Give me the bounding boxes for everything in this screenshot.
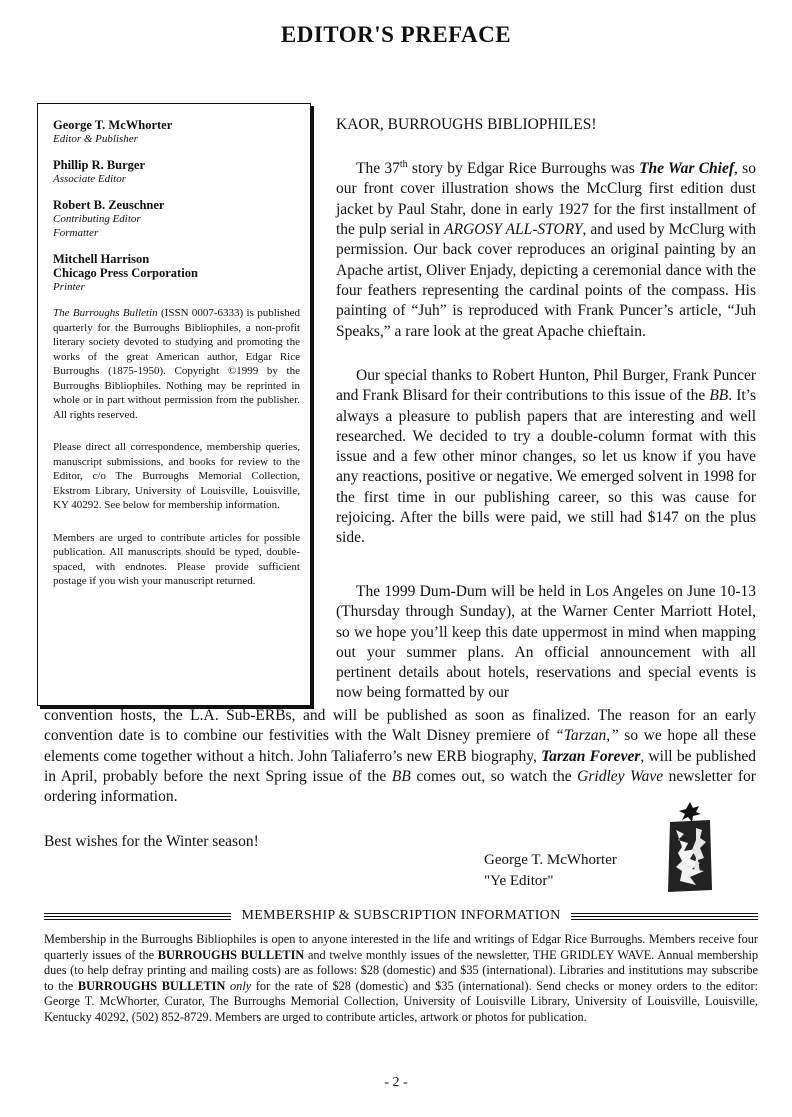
staff-name: Robert B. Zeuschner (53, 198, 165, 212)
text-run: and twelve monthly issues of the newsletter, THE GRIDLEY WAVE. Annual membership dues (to help defray printing and mailing costs) are as follows: $28 (domestic) and $35 (international). Libraries and institutions may subscribe to the (44, 947, 759, 993)
text-run: so we hope all these elements come together without a hitch. John Taliaferro’s new ERB biography, (44, 727, 757, 765)
text-run: , so our front cover illustration shows the McClurg first edition dust jacket by Paul Stahr, done in early 1927 for the first installment of the pulp serial in (336, 160, 756, 239)
staff-role: Formatter (53, 227, 99, 239)
signature-name: George T. McWhorter (484, 852, 617, 868)
closing-line: Best wishes for the Winter season! (44, 833, 259, 850)
bb-abbrev: BB (391, 767, 411, 785)
text-run: newsletter for ordering information. (44, 767, 756, 806)
correspondence-notice: Please direct all correspondence, membership queries, manuscript submissions, and books for review to the Editor, c/o The Burroughs Memorial Collection, Ekstrom Library, University of Louisville, Louisville, KY 40292. See below for membership information. (53, 441, 300, 511)
page-number: - 2 - (384, 1075, 408, 1090)
membership-heading (44, 908, 758, 924)
newsletter-title: Gridley Wave (577, 767, 664, 785)
text-run: , and used by McClurg with permission. Our back cover reproduces an original painting by an Apache artist, Oliver Enjady, depicting a ceremonial dance with the four feathers representing the cardinal points of the compass. His painting of “Juh” is reproduced with Frank Puncer’s article, “Juh Speaks,” a rare look at the great Apache chieftain. (336, 221, 756, 340)
staff-company: Chicago Press Corporation (53, 266, 198, 280)
paragraph-cover (336, 155, 756, 342)
staff-name: George T. McWhorter (53, 118, 173, 132)
text-run: story by Edgar Rice Burroughs was (407, 160, 640, 178)
film-title: “Tarzan,” (555, 727, 619, 745)
text-run: The 37 (356, 160, 400, 178)
publication-notice (53, 306, 300, 422)
signature-title: "Ye Editor" (484, 873, 554, 889)
page-title: EDITOR'S PREFACE (280, 22, 512, 47)
superscript: th (399, 159, 408, 170)
staff-role: Printer (53, 281, 85, 293)
text-run: . It’s always a pleasure to publish papers that are interesting and well researched. We decided to try a double-column format with this issue and a few other minor changes, so let us know if you have any reactions, positive or negative. We emerged solvent in 1998 for the first time in our publishing career, so this was cause for rejoicing. After the bills were paid, we still had $147 on the plus side. (336, 387, 757, 547)
staff-entry (53, 252, 300, 294)
text-run: Our special thanks to Robert Hunton, Phil Burger, Frank Puncer and Frank Blisard for their contributions to this issue of the (336, 367, 756, 405)
contribution-notice: Members are urged to contribute articles for possible publication. All manuscripts should be typed, double-spaced, with endnotes. Please provide sufficient postage if you wish your manuscript returned. (53, 531, 300, 587)
heading-rule-left (44, 913, 231, 920)
paragraph-thanks (336, 366, 756, 549)
membership-heading-label: MEMBERSHIP & SUBSCRIPTION INFORMATION (241, 908, 561, 923)
text-run: Membership in the Burroughs Bibliophiles is open to anyone interested in the life and writings of Edgar Rice Burroughs. Members receive four quarterly issues of the (44, 932, 758, 962)
bulletin-title: BURROUGHS BULLETIN (157, 947, 305, 962)
bulletin-title: BURROUGHS BULLETIN (77, 978, 226, 993)
book-title: The War Chief (639, 160, 735, 178)
text-run: , will be published in April, probably before the next Spring issue of the (44, 747, 756, 785)
staff-name: Mitchell Harrison (53, 252, 150, 266)
salutation: KAOR, BURROUGHS BIBLIOPHILES! (336, 116, 597, 133)
magazine-title: ARGOSY ALL-STORY (444, 221, 583, 239)
paragraph-dumdum: The 1999 Dum-Dum will be held in Los Angeles on June 10-13 (Thursday through Sunday), at the Warner Center Marriott Hotel, so we hope you’ll keep this date uppermost in mind when mapping out your summer plans. An official announcement with all pertinent details about hotels, reservations and special events is now being formatted by our (336, 583, 756, 702)
tarzan-statue-icon (660, 800, 720, 895)
staff-role: Associate Editor (53, 173, 127, 185)
heading-rule-right (571, 913, 758, 920)
publication-title: The Burroughs Bulletin (53, 307, 158, 319)
staff-name: Phillip R. Burger (53, 158, 146, 172)
publication-text: (ISSN 0007-6333) is published quarterly for the Burroughs Bibliophiles, a non-profit literary society devoted to studying and promoting the works of the great American author, Edgar Rice Burroughs (1875-1950). Copyright ©1999 by the Burroughs Bibliophiles. Nothing may be reprinted in whole or in part without permission from the publisher. All rights reserved. (53, 307, 300, 421)
text-run: convention hosts, the L.A. Sub-ERBs, and will be published as soon as finalized. The reason for an early convention date is to combine our festivities with the Walt Disney premiere of (44, 707, 756, 745)
staff-entry (53, 198, 300, 240)
book-title: Tarzan Forever (541, 747, 641, 765)
paragraph-convention (44, 706, 756, 807)
staff-entry (53, 158, 300, 186)
emphasis: only (230, 978, 252, 993)
masthead-box (37, 103, 311, 706)
text-run: comes out, so watch the (410, 767, 578, 785)
bb-abbrev: BB (709, 387, 729, 405)
text-run: for the rate of $28 (domestic) and $35 (international). Send checks or money orders to the editor: George T. McWhorter, Curator, The Burroughs Memorial Collection, University of Louisville Library, University of Louisville, Louisville, Kentucky 40292, (502) 852-8729. Members are urged to contribute articles, artwork or photos for publication. (44, 978, 759, 1024)
staff-role: Editor & Publisher (53, 133, 138, 145)
staff-entry (53, 118, 300, 146)
staff-role: Contributing Editor (53, 213, 141, 225)
membership-text (44, 932, 758, 1026)
